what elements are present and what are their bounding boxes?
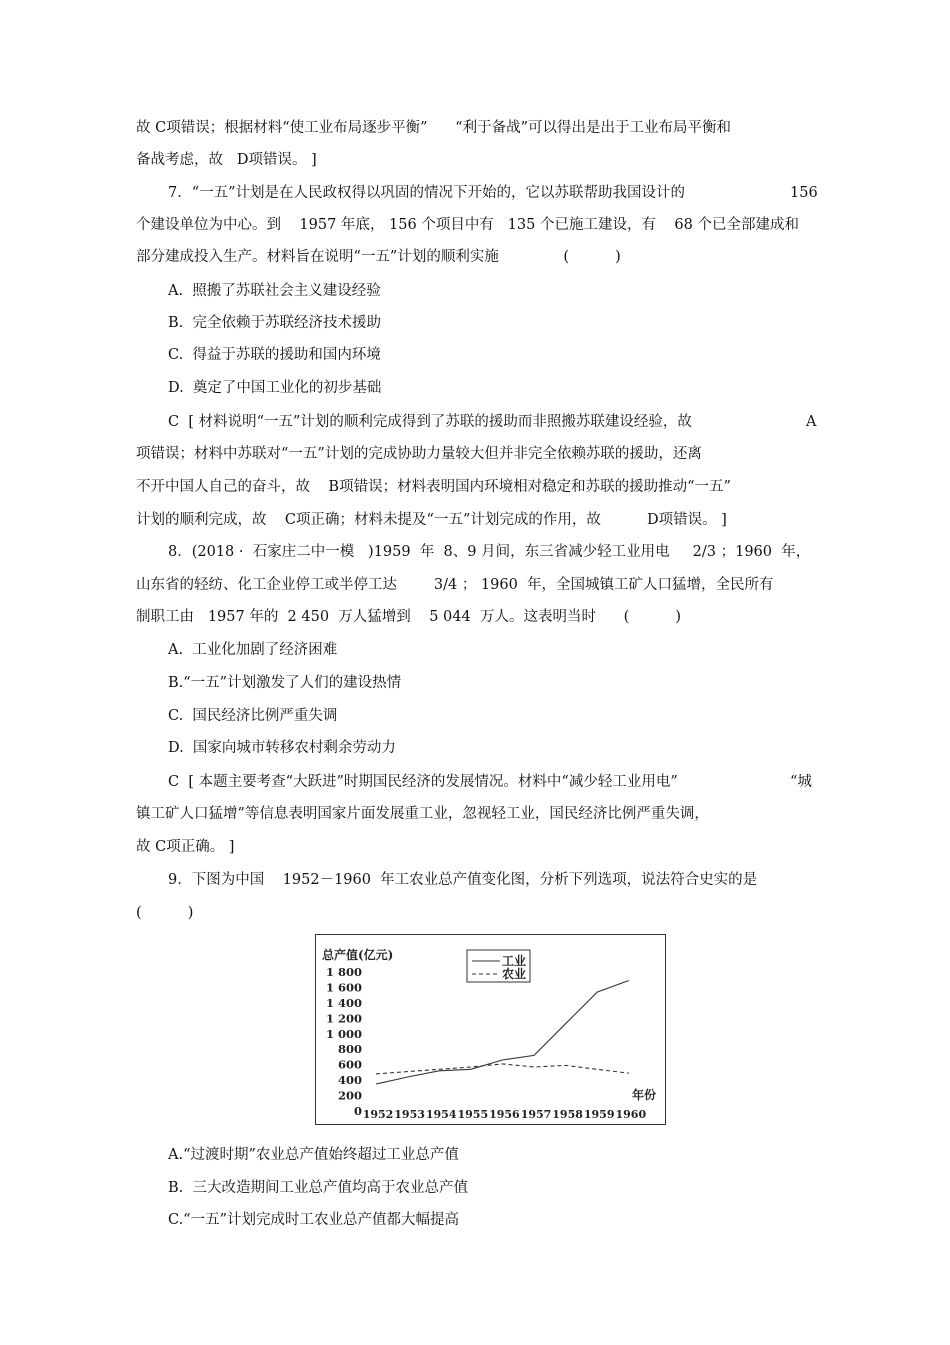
answer-8: C [ 本题主要考查“大跃进”时期国民经济的发展情况。材料中“减少轻工业用电” xyxy=(168,774,678,790)
question-8-option-b: B.“一五”计划激发了人们的建设热情 xyxy=(168,675,402,691)
question-7-option-b: B. 完全依赖于苏联经济技术援助 xyxy=(168,315,381,331)
y-tick-label: 200 xyxy=(337,1088,362,1103)
question-9-option-c: C.“一五”计划完成时工农业总产值都大幅提高 xyxy=(168,1212,460,1228)
question-8-stem: 山东省的轻纺、化工企业停工或半停工达 3/4 ； 1960 年，全国城镇工矿人口猛增，全民所有 xyxy=(136,577,774,593)
answer-7: 计划的顺利完成，故 C项正确；材料未提及“一五”计划完成的作用，故 D项错误。 ] xyxy=(136,512,727,528)
question-8-option-c: C. 国民经济比例严重失调 xyxy=(168,708,338,724)
y-tick-label: 1 400 xyxy=(325,995,362,1010)
x-tick-label: 1958 xyxy=(552,1108,583,1121)
text-line: 故 C项错误；根据材料“使工业布局逐步平衡” “利于备战”可以得出是出于工业布局平衡和 xyxy=(136,120,732,136)
output-value-chart xyxy=(315,934,666,1125)
y-tick-label: 0 xyxy=(353,1104,362,1118)
x-tick-label: 1955 xyxy=(457,1108,489,1121)
question-8-stem: 制职工由 1957 年的 2 450 万人猛增到 5 044 万人。这表明当时 ( ) xyxy=(136,609,682,625)
question-7-stem: 个建设单位为中心。到 1957 年底， 156 个项目中有 135 个已施工建设，有 68 个已全部建成和 xyxy=(136,217,799,233)
x-tick-label: 1957 xyxy=(520,1108,552,1121)
x-tick-label: 1953 xyxy=(394,1108,425,1121)
x-tick-label: 1959 xyxy=(583,1108,615,1121)
industry-series-line xyxy=(376,981,629,1085)
answer-7: 不开中国人自己的奋斗，故 B项错误；材料表明国内环境相对稳定和苏联的援助推动“一五” xyxy=(136,479,731,495)
answer-8: 故 C项正确。 ] xyxy=(136,839,235,855)
answer-8-tail: “城 xyxy=(790,774,812,790)
y-tick-label: 800 xyxy=(337,1042,362,1057)
y-tick-label: 1 800 xyxy=(325,965,362,979)
y-tick-label: 400 xyxy=(337,1073,362,1088)
question-7-stem: 7．“一五”计划是在人民政权得以巩固的情况下开始的，它以苏联帮助我国设计的 xyxy=(168,185,686,201)
agriculture-series-line xyxy=(376,1064,629,1074)
text-line: 备战考虑，故 D项错误。 ] xyxy=(136,152,317,168)
question-7-option-c: C. 得益于苏联的援助和国内环境 xyxy=(168,347,381,363)
answer-8: 镇工矿人口猛增”等信息表明国家片面发展重工业，忽视轻工业，国民经济比例严重失调， xyxy=(136,806,709,822)
legend-label: 工业 xyxy=(502,954,527,968)
y-tick-label: 1 000 xyxy=(325,1026,362,1041)
x-axis-label: 年份 xyxy=(632,1088,657,1102)
question-9-stem: 9．下图为中国 1952－1960 年工农业总产值变化图，分析下列选项，说法符合史实的是 xyxy=(168,872,758,888)
x-tick-label: 1954 xyxy=(425,1108,457,1121)
question-7-stem-tail: 156 xyxy=(790,185,818,201)
x-tick-label: 1952 xyxy=(362,1108,394,1121)
x-tick-label: 1956 xyxy=(489,1108,520,1121)
question-9-paren: ( ) xyxy=(136,905,194,921)
question-9-option-a: A.“过渡时期”农业总产值始终超过工业总产值 xyxy=(168,1147,459,1163)
chart-svg xyxy=(316,935,667,1126)
y-axis-label: 总产值(亿元) xyxy=(322,948,394,962)
question-7-option-d: D. 奠定了中国工业化的初步基础 xyxy=(168,380,382,396)
question-7-stem: 部分建成投入生产。材料旨在说明“一五”计划的顺利实施 ( ) xyxy=(136,249,621,265)
question-8-option-d: D. 国家向城市转移农村剩余劳动力 xyxy=(168,740,396,756)
question-7-option-a: A. 照搬了苏联社会主义建设经验 xyxy=(168,283,381,299)
legend-label: 农业 xyxy=(502,967,527,981)
question-8-stem: 8．(2018 · 石家庄二中一模 )1959 年 8、9 月间，东三省减少轻工业用电 2/3 ；1960 年， xyxy=(168,544,811,560)
y-tick-label: 1 600 xyxy=(325,980,362,995)
answer-7: C [ 材料说明“一五”计划的顺利完成得到了苏联的援助而非照搬苏联建设经验，故 xyxy=(168,414,692,430)
answer-7-tail: A xyxy=(806,414,817,430)
question-8-option-a: A. 工业化加剧了经济困难 xyxy=(168,642,338,658)
question-9-option-b: B. 三大改造期间工业总产值均高于农业总产值 xyxy=(168,1180,468,1196)
y-tick-label: 600 xyxy=(337,1057,362,1072)
x-tick-label: 1960 xyxy=(615,1108,647,1121)
answer-7: 项错误；材料中苏联对“一五”计划的完成协助力量较大但并非完全依赖苏联的援助，还离 xyxy=(136,446,702,462)
y-tick-label: 1 200 xyxy=(325,1011,362,1026)
